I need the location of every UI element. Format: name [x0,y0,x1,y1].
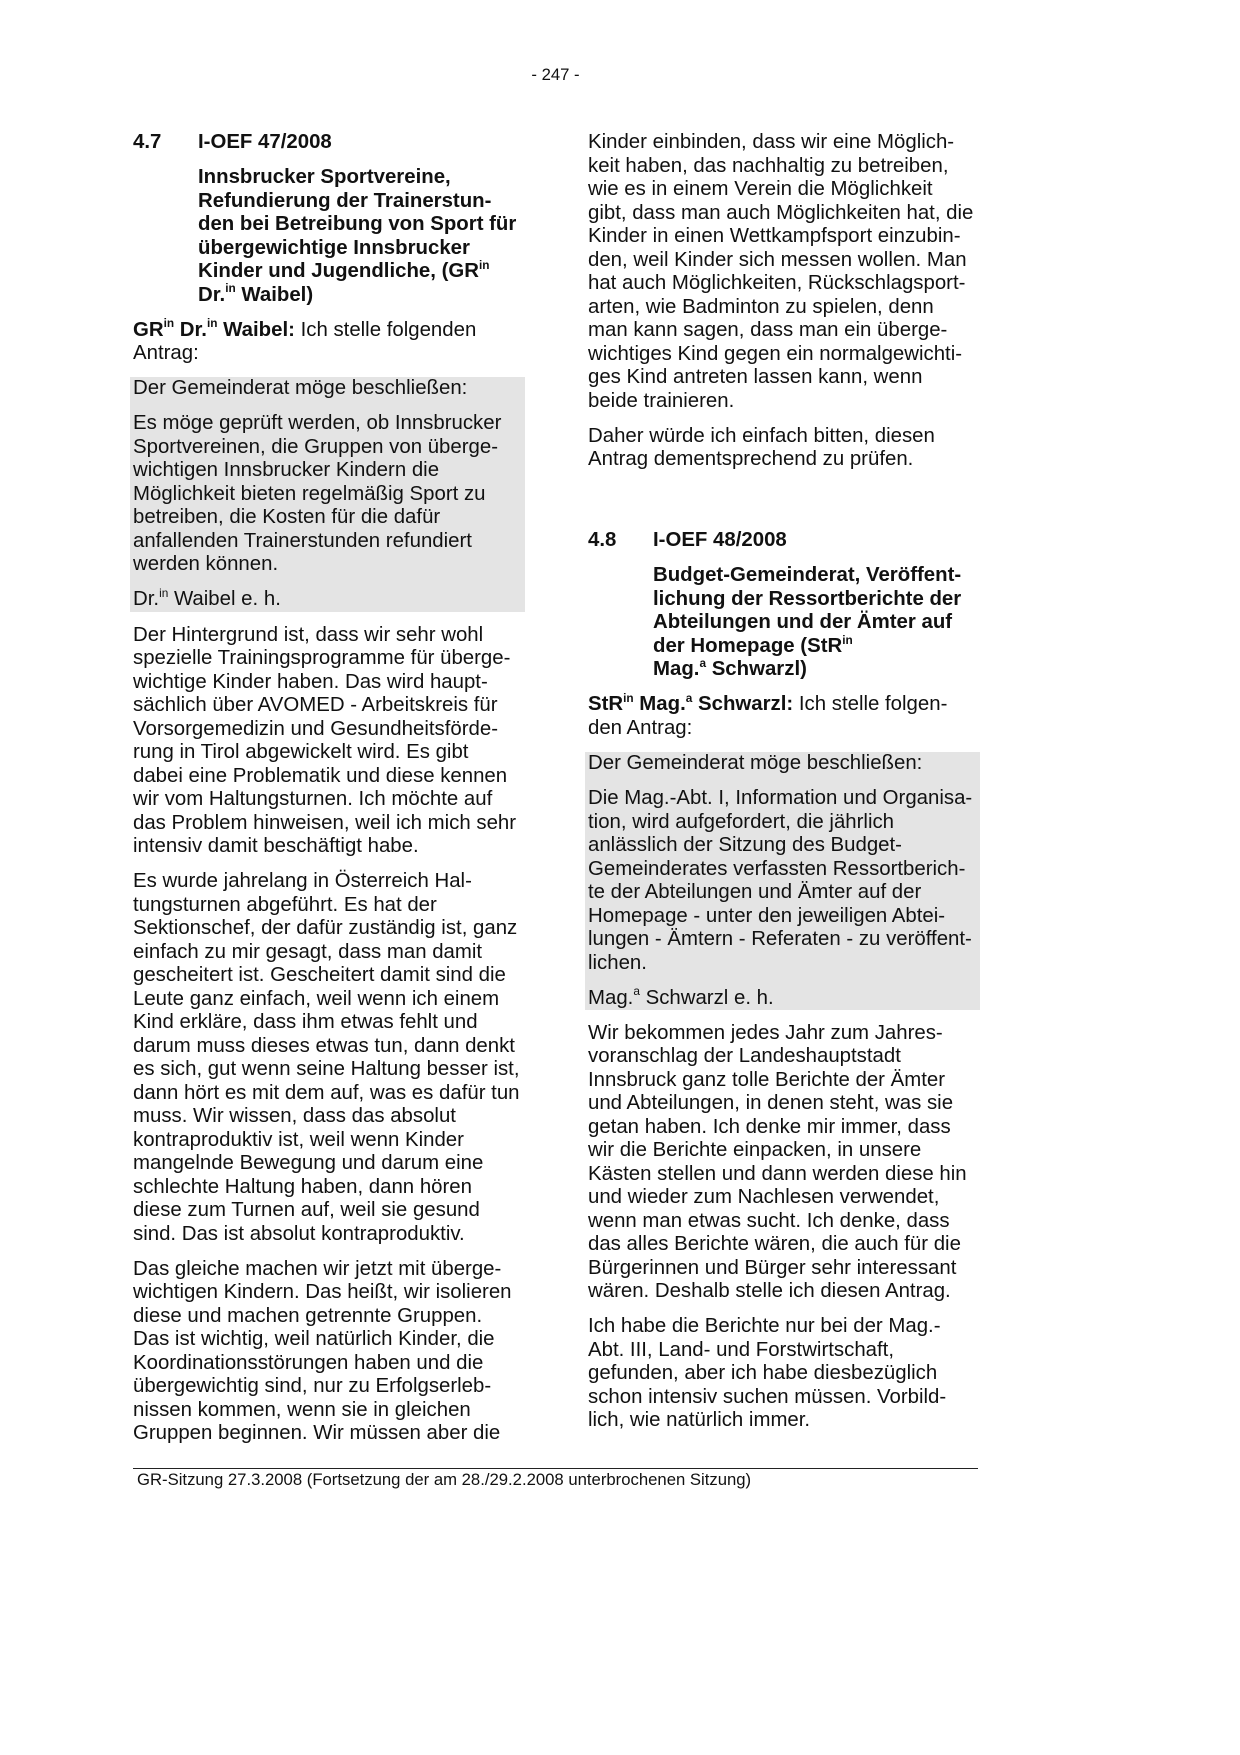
title-line [653,658,978,682]
section-code: I-OEF 48/2008 [653,529,787,552]
superscript: in [163,316,175,331]
speaker-line [588,693,978,717]
title-line: übergewichtige Innsbrucker [198,236,470,259]
speaker-line: den Antrag: [588,716,693,739]
text-line: mangelnde Bewegung und darum eine [133,1152,484,1175]
text-line: es sich, gut wenn seine Haltung besser ist, [133,1058,520,1081]
text-line: wichtige Kinder haben. Das wird haupt- [133,670,488,693]
motion-line: anlässlich der Sitzung des Budget- [588,834,902,857]
text-line: gibt, dass man auch Möglichkeiten hat, die [588,201,974,224]
motion-line: te der Abteilungen und Ämter auf der [588,881,922,904]
superscript: in [206,316,218,331]
superscript: in [842,632,853,647]
title-line: lichung der Ressortberichte der [653,587,962,610]
text-line: schon intensiv suchen müssen. Vorbild- [588,1385,947,1408]
title-text: Schwarzl) [706,658,807,681]
text-line: wir die Berichte einpacken, in unsere [588,1139,922,1162]
title-line [198,281,523,308]
text-line: und Abteilungen, in denen steht, was sie [588,1092,954,1115]
signature-title: Dr. [133,588,160,611]
motion-line: werden können. [133,553,279,576]
text-line: Kind erkläre, dass ihm etwas fehlt und [133,1011,478,1034]
text-line: schlechte Haltung haben, dann hören [133,1175,472,1198]
superscript: in [225,281,236,296]
signature-line [588,984,978,1011]
paragraph [588,1315,978,1433]
section-number: 4.7 [133,131,162,153]
text-line: Daher würde ich einfach bitten, diesen [588,424,935,447]
title-line: Budget-Gemeinderat, Veröffent- [653,564,962,587]
title-text: Waibel) [235,283,314,306]
text-line: arten, wie Badminton zu spielen, denn [588,295,934,318]
speaker-title: Dr. [174,318,207,341]
text-line: getan haben. Ich denke mir immer, dass [588,1115,951,1138]
speaker-intro [588,693,978,740]
text-line: Bürgerinnen und Bürger sehr interessant [588,1256,957,1279]
text-line: lich, wie natürlich immer. [588,1409,811,1432]
text-line: gefunden, aber ich habe diesbezüglich [588,1362,938,1385]
speaker-intro [133,316,523,366]
text-line: Wir bekommen jedes Jahr zum Jahres- [588,1021,943,1044]
text-line: diese und machen getrennte Gruppen. [133,1304,483,1327]
title-text: Mag. [653,658,700,681]
text-line: Das ist wichtig, weil natürlich Kinder, die [133,1328,495,1351]
text-line: spezielle Trainingsprogramme für überge- [133,647,511,670]
motion-box [130,377,525,612]
title-text: Kinder und Jugendliche, (GR [198,260,479,283]
superscript: a [699,656,707,670]
motion-intro [588,752,978,776]
section-title-lines [653,564,978,635]
motion-body [133,412,523,577]
motion-line: wichtigen Innsbrucker Kindern die [133,459,440,482]
text-line: wichtiges Kind gegen ein normalgewichti- [588,342,963,365]
paragraph [133,624,523,859]
text-line: das alles Berichte wären, die auch für die [588,1233,961,1256]
text-line: beide trainieren. [588,389,735,412]
signature-name: Schwarzl e. h. [639,986,774,1009]
text-line: man kann sagen, dass man ein überge- [588,319,948,341]
text-line: intensiv damit beschäftigt habe. [133,835,419,858]
text-line: Kinder in einen Wettkampfsport einzubin- [588,225,961,247]
text-line: Antrag dementsprechend zu prüfen. [588,448,914,471]
section-number: 4.8 [588,529,617,552]
signature-title: Mag. [588,986,634,1009]
text-line: Koordinationsstörungen haben und die [133,1351,484,1374]
title-line [653,632,978,659]
section-heading [588,529,978,553]
title-line: den bei Betreibung von Sport für [198,213,517,236]
speaker-name: Schwarzl: [692,693,794,716]
motion-line: betreiben, die Kosten für die dafür [133,506,441,529]
text-line: wir vom Haltungsturnen. Ich möchte auf [133,788,493,811]
motion-line: lichen. [588,951,647,974]
paragraph [588,1022,978,1304]
motion-line: Gemeinderates verfassten Ressortberich- [588,857,966,880]
text-line: dann hört es mit dem auf, was es dafür tun [133,1081,520,1104]
motion-body [588,787,978,975]
speaker-line: Antrag: [133,342,199,365]
text-line: wenn man etwas sucht. Ich denke, dass [588,1209,950,1232]
motion-line: Es möge geprüft werden, ob Innsbrucker [133,412,502,435]
signature-name: Waibel e. h. [168,588,281,611]
text-line: hat auch Möglichkeiten, Rückschlagsport- [588,272,966,294]
superscript: in [623,691,634,706]
text-line: sächlich über AVOMED - Arbeitskreis für [133,694,498,717]
page-number: - 247 - [531,65,580,84]
signature-line [133,588,523,612]
superscript: a [685,691,693,706]
text-line: wie es in einem Verein die Möglichkeit [588,178,933,200]
section-title-lines [198,166,523,260]
speaker-title: Mag. [633,693,686,716]
motion-intro [133,377,523,401]
text-line: sind. Das ist absolut kontraproduktiv. [133,1222,465,1245]
text-line: voranschlag der Landeshauptstadt [588,1045,901,1068]
motion-intro-line: Der Gemeinderat möge beschließen: [588,751,923,774]
text-line: Vorsorgemedizin und Gesundheitsförde- [133,717,498,740]
left-column [133,131,523,1457]
section-title [133,166,523,307]
superscript: in [159,586,169,601]
text-line: keit haben, das nachhaltig zu betreiben, [588,154,949,177]
superscript: a [633,984,640,999]
text-line: Das gleiche machen wir jetzt mit überge- [133,1257,502,1280]
text-line: Abt. III, Land- und Forstwirtschaft, [588,1338,894,1361]
motion-line: Möglichkeit bieten regelmäßig Sport zu [133,482,486,505]
paragraph [133,870,523,1246]
motion-signature [133,588,523,612]
motion-line: Die Mag.-Abt. I, Information und Organisa- [588,787,973,810]
footer-rule [133,1468,978,1469]
text-line: tungsturnen abgeführt. Es hat der [133,893,437,916]
title-line: Innsbrucker Sportvereine, [198,166,451,189]
text-line: Kästen stellen und dann werden diese hin [588,1162,967,1185]
motion-line: anfallenden Trainerstunden refundiert [133,529,472,552]
text-line: den, weil Kinder sich messen wollen. Man [588,248,967,271]
motion-signature [588,984,978,1011]
paragraph [588,425,978,472]
title-line [198,257,523,284]
motion-line: Homepage - unter den jeweiligen Abtei- [588,904,946,927]
motion-line: tion, wird aufgefordert, die jährlich [588,810,895,833]
text-line: ges Kind antreten lassen kann, wenn [588,366,923,388]
text-line: kontraproduktiv ist, weil wenn Kinder [133,1128,464,1151]
text-line: wichtigen Kindern. Das heißt, wir isolieren [133,1281,512,1304]
text-line: diese zum Turnen auf, weil sie gesund [133,1199,480,1222]
title-text: der Homepage (StR [653,634,843,657]
text-line: Innsbruck ganz tolle Berichte der Ämter [588,1068,946,1091]
speaker-text: Ich stelle folgen- [793,693,948,716]
motion-intro-line: Der Gemeinderat möge beschließen: [133,377,468,400]
motion-box [585,752,980,1010]
motion-line: Sportvereinen, die Gruppen von überge- [133,435,499,458]
text-line: Kinder einbinden, dass wir eine Möglich- [588,131,955,153]
text-line: gescheitert ist. Gescheitert damit sind die [133,964,506,987]
section-heading-line [588,529,978,553]
section-title [588,564,978,682]
text-line: einfach zu mir gesagt, dass man damit [133,940,483,963]
section-code: I-OEF 47/2008 [198,131,332,153]
title-line: Refundierung der Trainerstun- [198,189,492,212]
text-line: und wieder zum Nachlesen verwendet, [588,1186,940,1209]
speaker-title: GR [133,318,164,341]
text-line: rung in Tirol abgewickelt wird. Es gibt [133,741,469,764]
text-line: Gruppen beginnen. Wir müssen aber die [133,1422,501,1445]
section-heading [133,131,523,155]
paragraph [588,131,978,413]
speaker-line [133,316,523,343]
text-line: muss. Wir wissen, dass das absolut [133,1105,456,1128]
text-line: dabei eine Problematik und diese kennen [133,764,508,787]
right-column [588,131,978,1444]
text-line: übergewichtig sind, nur zu Erfolgserleb- [133,1375,492,1398]
text-line: nissen kommen, wenn sie in gleichen [133,1398,471,1421]
title-line: Abteilungen und der Ämter auf [653,611,953,634]
text-line: Es wurde jahrelang in Österreich Hal- [133,870,472,893]
title-text: Dr. [198,283,226,306]
superscript: in [478,257,490,272]
text-line: Leute ganz einfach, weil wenn ich einem [133,987,500,1010]
speaker-text: Ich stelle folgenden [294,318,477,341]
paragraph [133,1258,523,1446]
text-line: Ich habe die Berichte nur bei der Mag.- [588,1315,941,1338]
text-line: Der Hintergrund ist, dass wir sehr wohl [133,623,484,646]
section-heading-line [133,131,523,155]
text-line: wären. Deshalb stelle ich diesen Antrag. [588,1280,951,1303]
footer-text: GR-Sitzung 27.3.2008 (Fortsetzung der am 28./29.2.2008 unterbrochenen Sitzung) [137,1470,752,1489]
text-line: Sektionschef, der dafür zuständig ist, ganz [133,917,518,940]
motion-line: lungen - Ämtern - Referaten - zu veröffent- [588,928,972,951]
speaker-name: Waibel: [217,318,295,341]
speaker-title: StR [588,693,624,716]
text-line: das Problem hinweisen, weil ich mich sehr [133,811,517,834]
text-line: darum muss dieses etwas tun, dann denkt [133,1034,515,1057]
